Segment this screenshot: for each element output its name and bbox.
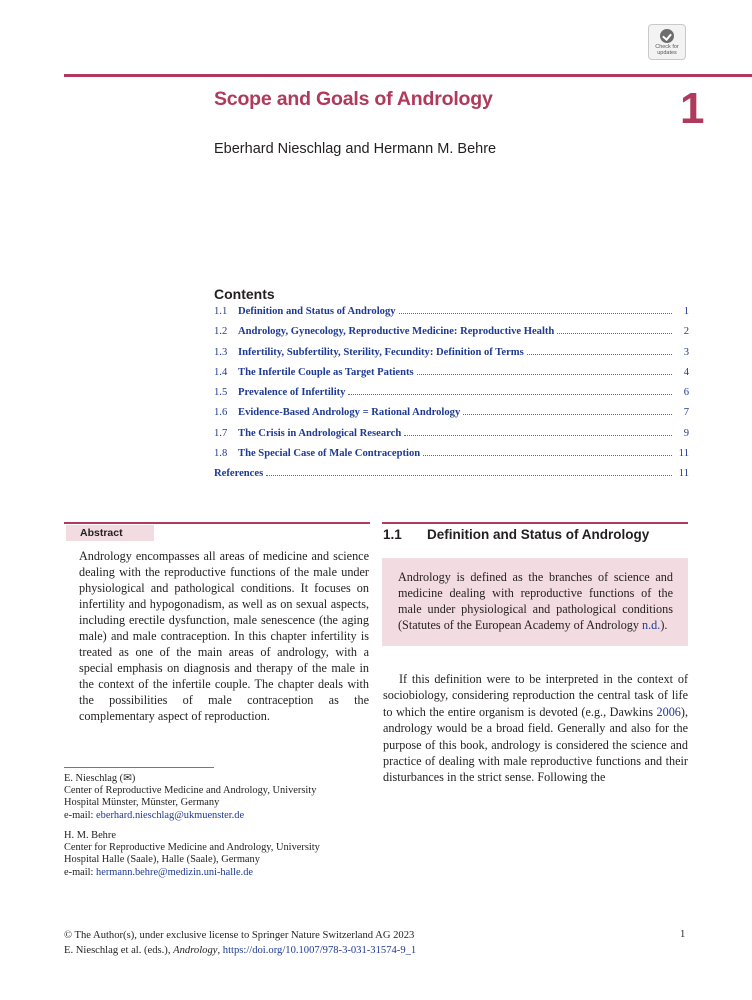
definition-end: ). bbox=[660, 618, 668, 632]
author-name: H. M. Behre bbox=[64, 830, 116, 841]
toc-item-1-5[interactable] bbox=[214, 387, 689, 407]
badge-line2: updates bbox=[657, 50, 677, 56]
toc-item-1-8[interactable] bbox=[214, 448, 689, 468]
toc-number: 1.1 bbox=[214, 306, 228, 317]
toc-page[interactable]: 1 bbox=[683, 306, 689, 317]
toc-leader bbox=[463, 414, 672, 415]
toc-item-1-2[interactable] bbox=[214, 326, 689, 346]
contents-heading: Contents bbox=[214, 286, 275, 302]
toc-item-1-6[interactable] bbox=[214, 407, 689, 427]
badge-line1: Check for bbox=[655, 44, 679, 50]
email-link[interactable]: hermann.behre@medizin.uni-halle.de bbox=[96, 866, 254, 878]
toc-page[interactable]: 6 bbox=[683, 387, 689, 399]
toc-title[interactable]: Definition and Status of Andrology bbox=[238, 306, 396, 317]
toc-leader bbox=[417, 374, 672, 375]
chapter-title: Scope and Goals of Andrology bbox=[214, 88, 493, 110]
definition-box bbox=[382, 558, 688, 646]
chapter-authors: Eberhard Nieschlag and Hermann M. Behre bbox=[214, 141, 497, 157]
toc-title[interactable]: The Infertile Couple as Target Patients bbox=[238, 366, 414, 378]
toc-page[interactable]: 11 bbox=[678, 448, 689, 460]
email-label: e-mail: bbox=[64, 866, 97, 878]
toc-leader bbox=[348, 394, 672, 395]
body-paragraph bbox=[383, 671, 688, 786]
toc-number: 1.4 bbox=[214, 366, 228, 378]
toc-leader bbox=[527, 354, 672, 355]
toc-title[interactable]: Evidence-Based Andrology = Rational Andrology bbox=[238, 407, 461, 419]
toc-item-1-7[interactable] bbox=[214, 428, 689, 448]
toc-item-1-4[interactable] bbox=[214, 367, 689, 387]
toc-title[interactable]: Infertility, Subfertility, Sterility, Fecundity: Definition of Terms bbox=[238, 346, 524, 358]
affiliation-nieschlag bbox=[64, 773, 316, 822]
toc-page[interactable]: 11 bbox=[678, 468, 689, 480]
author-name: E. Nieschlag (✉) bbox=[64, 773, 136, 784]
section-title: Definition and Status of Andrology bbox=[427, 527, 650, 542]
toc-page[interactable]: 4 bbox=[683, 366, 689, 378]
check-for-updates-badge[interactable] bbox=[648, 24, 686, 60]
toc-title[interactable]: References bbox=[214, 468, 264, 480]
toc-leader bbox=[423, 455, 672, 456]
abstract-text: Andrology encompasses all areas of medicine and science dealing with the reproductive functions of the male under physiological and pathological conditions. It focuses on infertility and hypogonadism, as well as on sexual aspects, including erectile dysfunction, male senescence (the aging male) and male contraception. In this chapter infertility is treated as one of the main areas of andrology, with a special emphasis on diagnosis and therapy of the male in the context of the infertile couple. The chapter deals with the possibilities of male contraception as the complementary aspect of reproduction. bbox=[79, 549, 369, 723]
crossmark-icon bbox=[660, 29, 674, 43]
toc-title[interactable]: The Special Case of Male Contraception bbox=[238, 448, 421, 460]
citation-text: E. Nieschlag et al. (eds.), bbox=[64, 944, 174, 956]
affiliation-line: Center for Reproductive Medicine and Andrology, University bbox=[64, 842, 320, 854]
chapter-number: 1 bbox=[680, 84, 705, 133]
doi-link[interactable]: https://doi.org/10.1007/978-3-031-31574-9_1 bbox=[222, 944, 417, 956]
toc-leader bbox=[399, 313, 672, 314]
toc-item-1-1[interactable] bbox=[214, 306, 689, 326]
section-number: 1.1 bbox=[383, 527, 402, 542]
toc-number: 1.7 bbox=[214, 427, 228, 439]
toc-title[interactable]: Prevalence of Infertility bbox=[238, 387, 346, 399]
page-footer bbox=[64, 929, 416, 958]
citation-sep: , bbox=[217, 944, 223, 956]
toc-leader bbox=[266, 475, 672, 476]
affiliation-behre bbox=[64, 830, 320, 879]
table-of-contents bbox=[214, 306, 689, 489]
affiliation-line: Center of Reproductive Medicine and Andrology, University bbox=[64, 785, 317, 797]
affiliation-line: Hospital Halle (Saale), Halle (Saale), Germany bbox=[64, 854, 260, 866]
email-label: e-mail: bbox=[64, 809, 97, 821]
copyright-text: © The Author(s), under exclusive license to Springer Nature Switzerland AG 2023 bbox=[64, 930, 415, 941]
abstract-label: Abstract bbox=[66, 525, 154, 541]
page-number: 1 bbox=[680, 929, 686, 940]
section-rule bbox=[382, 522, 688, 524]
section-heading bbox=[383, 527, 649, 542]
toc-number: 1.6 bbox=[214, 407, 228, 419]
toc-item-1-3[interactable] bbox=[214, 347, 689, 367]
citation-link[interactable]: 2006 bbox=[656, 704, 681, 719]
book-title: Andrology bbox=[173, 944, 218, 956]
toc-title[interactable]: Andrology, Gynecology, Reproductive Medicine: Reproductive Health bbox=[238, 326, 555, 338]
affiliation-line: Hospital Münster, Münster, Germany bbox=[64, 797, 220, 809]
footnote-rule bbox=[64, 767, 214, 768]
citation-link[interactable]: n.d. bbox=[642, 618, 661, 632]
body-text-a: If this definition were to be interpreted in the context of sociobiology, considering reproduction the central task of life to which the entire organism is devoted (e.g., Dawkins bbox=[383, 672, 688, 719]
toc-item-references[interactable] bbox=[214, 468, 689, 488]
toc-number: 1.3 bbox=[214, 346, 228, 358]
toc-number: 1.5 bbox=[214, 387, 228, 399]
toc-leader bbox=[557, 333, 672, 334]
body-text-b: ), andrology would be a broad field. Generally and also for the purpose of this book, andrology is considered the science and practice of dealing with male reproductive functions and their disturbances in the strict sense. Following the bbox=[383, 704, 688, 785]
toc-page[interactable]: 2 bbox=[683, 326, 689, 338]
toc-page[interactable]: 7 bbox=[683, 407, 689, 419]
abstract-rule bbox=[64, 522, 370, 524]
toc-page[interactable]: 9 bbox=[683, 427, 689, 439]
toc-page[interactable]: 3 bbox=[683, 346, 689, 358]
header-rule bbox=[64, 74, 752, 77]
email-link[interactable]: eberhard.nieschlag@ukmuenster.de bbox=[96, 809, 245, 821]
toc-number: 1.8 bbox=[214, 448, 228, 460]
toc-leader bbox=[404, 435, 672, 436]
toc-number: 1.2 bbox=[214, 326, 228, 338]
toc-title[interactable]: The Crisis in Andrological Research bbox=[238, 427, 402, 439]
definition-text: Andrology is defined as the branches of science and medicine dealing with reproductive functions of the male under physiological and pathological conditions (Statutes of the European Academy of Andrology bbox=[398, 570, 673, 632]
